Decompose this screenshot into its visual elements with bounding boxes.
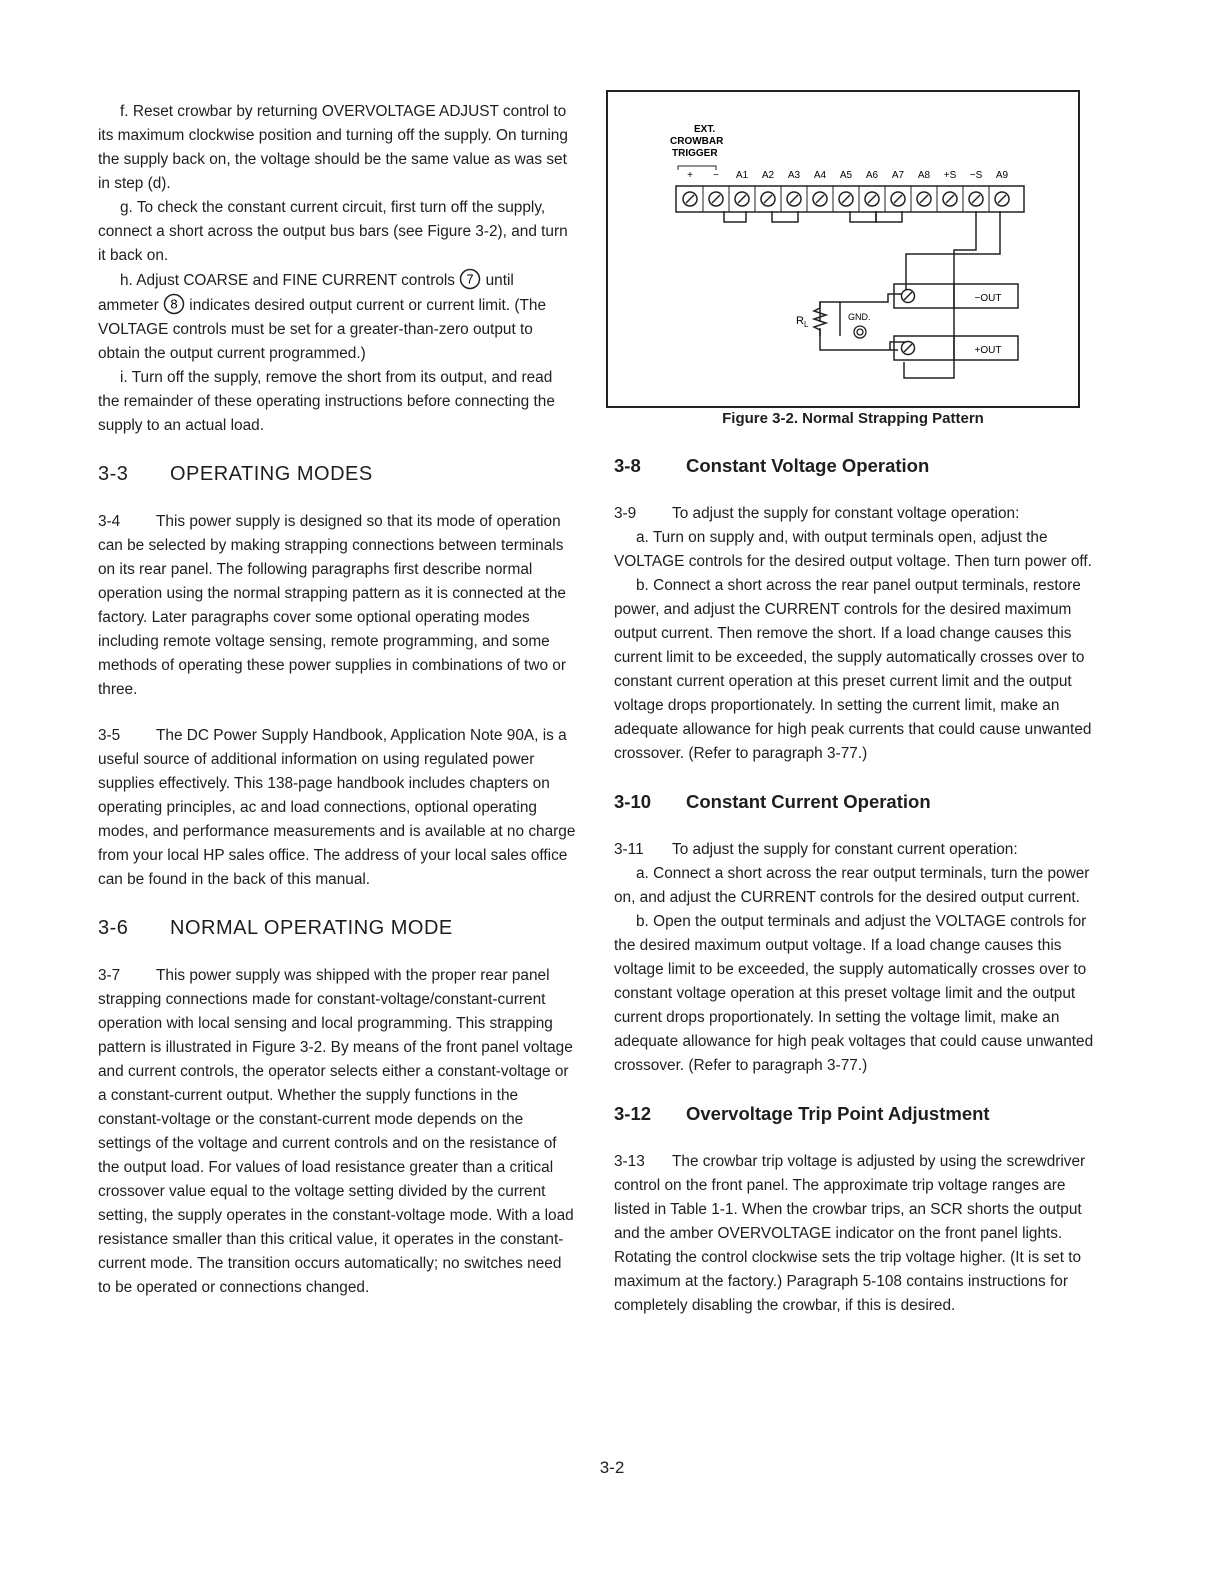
strapping-diagram bbox=[608, 92, 1078, 406]
terminal-label: A9 bbox=[995, 170, 1009, 181]
terminal-label: A8 bbox=[917, 170, 931, 181]
callout-7-icon bbox=[459, 268, 481, 290]
terminal-strip bbox=[676, 186, 1024, 212]
step-i: i. Turn off the supply, remove the short from its output, and read the remainder of these operating instructions before connecting the supply to an actual load. bbox=[98, 369, 555, 434]
terminal-label: + bbox=[687, 170, 693, 181]
ext-label-1: EXT. bbox=[694, 124, 716, 135]
paragraph-3-7: 3-7 This power supply was shipped with the proper rear panel strapping connections made for constant-voltage/constant-current operation with local sensing and local programming. This strapping pattern is illustrated in Figure 3-2. By means of the front panel voltage and current controls, the operator selects either a constant-voltage or a constant-current output. Whether the supply functions in the constant-voltage or the constant-current mode depends on the settings of the voltage and current controls and on the resistance of the output load. For values of load resistance greater than a critical crossover value equal to the voltage setting divided by the current setting, the supply operates in the constant-voltage mode. With a load resistance smaller than this critical value, it operates in the constant-current mode. The transition occurs automatically; no switches need to be operated or connections changed. bbox=[98, 967, 574, 1296]
terminal-label: − bbox=[713, 170, 719, 181]
terminal-label: A1 bbox=[735, 170, 749, 181]
heading-3-3: 3-3 OPERATING MODES bbox=[98, 463, 373, 485]
terminal-label: +S bbox=[943, 170, 957, 181]
paragraph-3-4: 3-4 This power supply is designed so that its mode of operation can be selected by making strapping connections between terminals on its rear panel. The following paragraphs first describe normal operation using the normal strapping pattern as it is connected at the factory. Later paragraphs cover some optional operating modes including remote voltage sensing, remote programming, and some methods of operating these power supplies in combinations of two or three. bbox=[98, 513, 566, 698]
terminal-label: A7 bbox=[891, 170, 905, 181]
strapping-figure bbox=[606, 90, 1080, 408]
step-h-text-3: indicates desired output current or current limit. (The VOLTAGE controls must be set for a greater-than-zero output to obtain the output current programmed.) bbox=[98, 297, 547, 362]
heading-3-6: 3-6 NORMAL OPERATING MODE bbox=[98, 917, 453, 939]
paragraph-3-9: 3-9 To adjust the supply for constant voltage operation: bbox=[614, 505, 1020, 522]
cv-step-b: b. Connect a short across the rear panel output terminals, restore power, and adjust the CURRENT controls for the desired maximum output current. Then remove the short. If a load change causes this current limit to be exceeded, the supply automatically crosses over to constant current operation at this preset current limit and the output voltage drops proportionately. In setting the current limit, make an adequate allowance for high peak currents that could cause unwanted crossover. (Refer to paragraph 3-77.) bbox=[614, 577, 1092, 762]
terminal-label: A6 bbox=[865, 170, 879, 181]
right-column bbox=[614, 452, 1102, 1318]
step-h bbox=[98, 268, 576, 366]
terminal-label: −S bbox=[969, 170, 983, 181]
gnd-terminal-icon bbox=[854, 326, 866, 338]
paragraph-3-13: 3-13 The crowbar trip voltage is adjusted by using the screwdriver control on the front panel. The approximate trip voltage ranges are listed in Table 1-1. When the crowbar trips, an SCR shorts the output and the amber OVERVOLTAGE indicator on the front panel lights. Rotating the control clockwise sets the trip voltage higher. (It is set to maximum at the factory.) Paragraph 5-108 contains instructions for completely disabling the crowbar, if this is desired. bbox=[614, 1153, 1086, 1314]
callout-8-icon bbox=[163, 293, 185, 315]
ext-label-2: CROWBAR bbox=[670, 136, 724, 147]
gnd-label: GND. bbox=[848, 312, 871, 322]
cc-step-b: b. Open the output terminals and adjust the VOLTAGE controls for the desired maximum output voltage. If a load change causes this voltage limit to be exceeded, the supply automatically crosses over to constant voltage operation at this preset voltage limit and the output current drops proportionately. In setting the voltage limit, make an adequate allowance for high peak voltages that could cause unwanted crossover. (Refer to paragraph 3-77.) bbox=[614, 913, 1094, 1074]
heading-3-10: 3-10 Constant Current Operation bbox=[614, 791, 931, 812]
ext-label-3: TRIGGER bbox=[672, 148, 718, 159]
figure-caption: Figure 3-2. Normal Strapping Pattern bbox=[722, 410, 984, 427]
terminal-label: A4 bbox=[813, 170, 827, 181]
paragraph-3-5: 3-5 The DC Power Supply Handbook, Application Note 90A, is a useful source of additional information on using regulated power supplies effectively. This 138-page handbook includes chapters on operating principles, ac and load connections, optional operating modes, and performance measurements and is available at no charge from your local HP sales office. The address of your local sales office can be found in the back of this manual. bbox=[98, 727, 576, 888]
heading-3-8: 3-8 Constant Voltage Operation bbox=[614, 455, 930, 476]
strapping-wires bbox=[724, 211, 1000, 378]
out-neg-label: −OUT bbox=[974, 293, 1002, 304]
step-g: g. To check the constant current circuit, first turn off the supply, connect a short across the output bus bars (see Figure 3-2), and turn it back on. bbox=[98, 199, 568, 264]
step-f: f. Reset crowbar by returning OVERVOLTAGE ADJUST control to its maximum clockwise position and turning off the supply. On turning the supply back on, the voltage should be the same value as was set in step (d). bbox=[98, 103, 568, 192]
out-pos-label: +OUT bbox=[974, 345, 1002, 356]
paragraph-3-11: 3-11 To adjust the supply for constant current operation: bbox=[614, 841, 1018, 858]
cv-step-a: a. Turn on supply and, with output terminals open, adjust the VOLTAGE controls for the desired output voltage. Then turn power off. bbox=[614, 529, 1092, 570]
callout-8-label: 8 bbox=[170, 296, 178, 312]
step-h-text-2: until ammeter bbox=[98, 272, 514, 314]
callout-7-label: 7 bbox=[466, 271, 474, 287]
terminal-label: A2 bbox=[761, 170, 775, 181]
page-number: 3-2 bbox=[599, 1458, 625, 1477]
terminal-label: A5 bbox=[839, 170, 853, 181]
left-column bbox=[98, 100, 576, 1300]
rl-label: $R_L$ bbox=[796, 315, 809, 329]
step-h-text-1: h. Adjust COARSE and FINE CURRENT controls bbox=[120, 272, 456, 289]
terminal-label: A3 bbox=[787, 170, 801, 181]
heading-3-12: 3-12 Overvoltage Trip Point Adjustment bbox=[614, 1103, 990, 1124]
cc-step-a: a. Connect a short across the rear output terminals, turn the power on, and adjust the CURRENT controls for the desired output current. bbox=[614, 865, 1090, 906]
